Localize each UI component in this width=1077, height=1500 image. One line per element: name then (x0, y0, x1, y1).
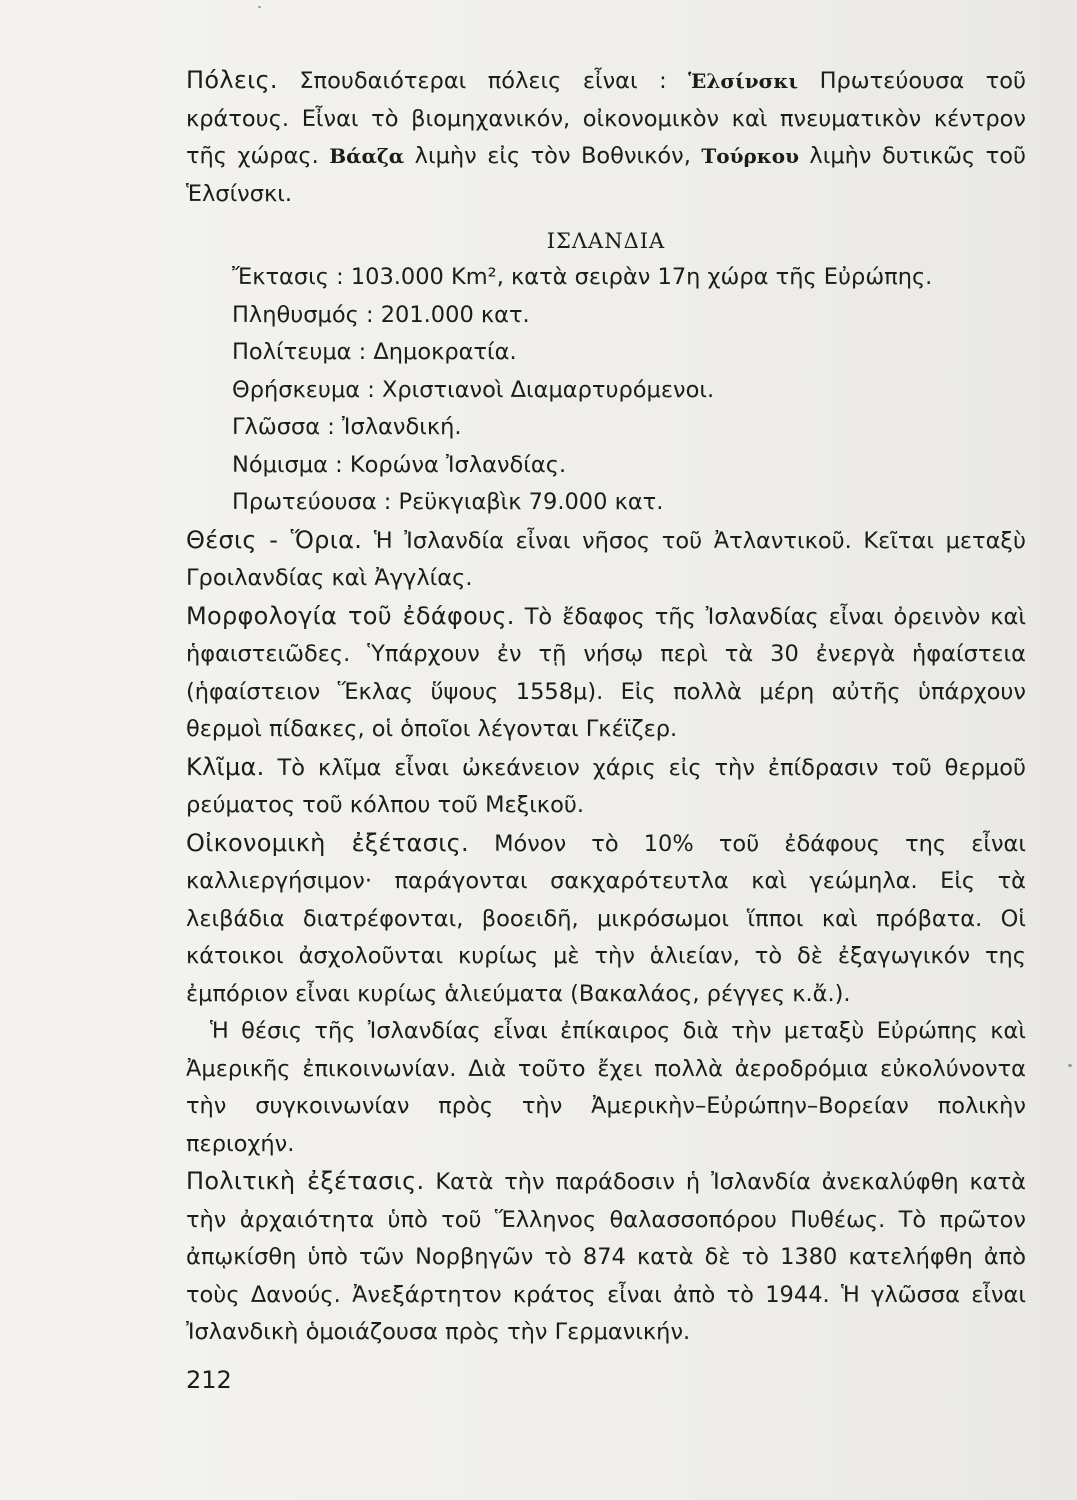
paragraph-strategic: Ἡ θέσις τῆς Ἰσλανδίας εἶναι ἐπίκαιρος διὰ τὴν μεταξὺ Εὐρώπης καὶ Ἀμερικῆς ἐπικοινωνίαν. Διὰ τοῦτο ἔχει πολλὰ ἀεροδρόμια εὐκολύνοντα τὴν συγκοινωνίαν πρὸς τὴν Ἀμερικὴν–Εὐρώπην–Βορείαν πολικὴν περιοχήν. (186, 1018, 1026, 1157)
city-vaasa: Βάαζα (329, 144, 405, 168)
heading-politics: Πολιτικὴ ἐξέτασις. (186, 1167, 425, 1195)
paragraph-economy: Οἰκονομικὴ ἐξέτασις. Μόνον τὸ 10% τοῦ ἐδάφους της εἶναι καλλιεργήσιμον· παράγονται σακχαρότευτλα καὶ γεώμηλα. Εἰς τὰ λειβάδια διατρέφονται, βοοειδῆ, μικρόσωμοι ἵπποι καὶ πρόβατα. Οἱ κάτοικοι ἀσχολοῦνται κυρίως μὲ τὴν ἁλιείαν, τὸ δὲ ἐξαγωγικόν της ἐμπόριον εἶναι κυρίως ἁλιεύματα (Βακαλάος, ρέγγες κ.ἄ.). (186, 828, 1027, 1007)
paragraph-cities: Πόλεις. Σπουδαιότεραι πόλεις εἶναι : Ἑλσίνσκι Πρωτεύουσα τοῦ κράτους. Εἶναι τὸ βιομηχανικόν, οἰκονομικὸν καὶ πνευματικὸν κέντρον τῆς χώρας. Βάαζα λιμὴν εἰς τὸν Βοθνικόν, Τούρκου λιμὴν δυτικῶς τοῦ Ἑλσίνσκι. (186, 66, 1027, 207)
fact-religion: Θρήσκευμα : Χριστιανοὶ Διαμαρτυρόμενοι. (232, 376, 715, 403)
page-number: 212 (186, 1366, 232, 1394)
print-speck (258, 6, 261, 8)
heading-position: Θέσις - Ὅρια. (186, 525, 363, 554)
paragraph-climate: Κλῖμα. Τὸ κλῖμα εἶναι ὠκεάνειον χάρις εἰς τὴν ἐπίδρασιν τοῦ θερμοῦ ρεύματος τοῦ κόλπου τοῦ Μεξικοῦ. (186, 752, 1026, 818)
paragraph-morphology: Μορφολογία τοῦ ἐδάφους. Τὸ ἔδαφος τῆς Ἰσλανδίας εἶναι ὀρεινὸν καὶ ἡφαιστειῶδες. Ὑπάρχουν ἐν τῇ νήσῳ περὶ τὰ 30 ἐνεργὰ ἡφαίστεια (ἡφαίστειον Ἕκλας ὕψους 1558μ). Εἰς πολλὰ μέρη αὐτῆς ὑπάρχουν θερμοὶ πίδακες, οἱ ὁποῖοι λέγονται Γκέϊζερ. (186, 601, 1027, 742)
fact-population: Πληθυσμός : 201.000 κατ. (232, 301, 530, 328)
facts-list (232, 259, 1026, 522)
city-turku: Τούρκου (701, 144, 799, 168)
print-speck (1068, 1064, 1072, 1067)
city-helsinki: Ἑλσίνσκι (688, 69, 799, 93)
section-title: ΙΣΛΑΝΔΙΑ (546, 229, 666, 253)
fact-area: Ἔκτασις : 103.000 Km², κατὰ σειρὰν 17η χώρα τῆς Εὐρώπης. (232, 264, 933, 290)
fact-currency: Νόμισμα : Κορώνα Ἰσλανδίας. (232, 451, 567, 478)
heading-morphology: Μορφολογία τοῦ ἐδάφους. (186, 601, 515, 630)
heading-climate: Κλῖμα. (186, 752, 265, 781)
page-body (186, 62, 1026, 1352)
paragraph-politics: Πολιτικὴ ἐξέτασις. Κατὰ τὴν παράδοσιν ἡ Ἰσλανδία ἀνεκαλύφθη κατὰ τὴν ἀρχαιότητα ὑπὸ τοῦ Ἕλληνος θαλασσοπόρου Πυθέως. Τὸ πρῶτον ἀπῳκίσθη ὑπὸ τῶν Νορβηγῶν τὸ 874 κατὰ δὲ τὸ 1380 κατελήφθη ἀπὸ τοὺς Δανούς. Ἀνεξάρτητον κράτος εἶναι ἀπὸ τὸ 1944. Ἡ γλῶσσα εἶναι Ἰσλανδικὴ ὁμοιάζουσα πρὸς τὴν Γερμανικήν. (186, 1167, 1026, 1345)
fact-government: Πολίτευμα : Δημοκρατία. (232, 339, 517, 365)
heading-cities: Πόλεις. (186, 66, 278, 94)
heading-economy: Οἰκονομικὴ ἐξέτασις. (186, 828, 469, 857)
paragraph-position: Θέσις - Ὅρια. Ἡ Ἰσλανδία εἶναι νῆσος τοῦ Ἀτλαντικοῦ. Κεῖται μεταξὺ Γροιλανδίας καὶ Ἀγγλίας. (186, 525, 1026, 591)
fact-language: Γλῶσσα : Ἰσλανδική. (232, 414, 462, 440)
fact-capital: Πρωτεύουσα : Ρεϋκγιαβὶκ 79.000 κατ. (232, 489, 664, 515)
